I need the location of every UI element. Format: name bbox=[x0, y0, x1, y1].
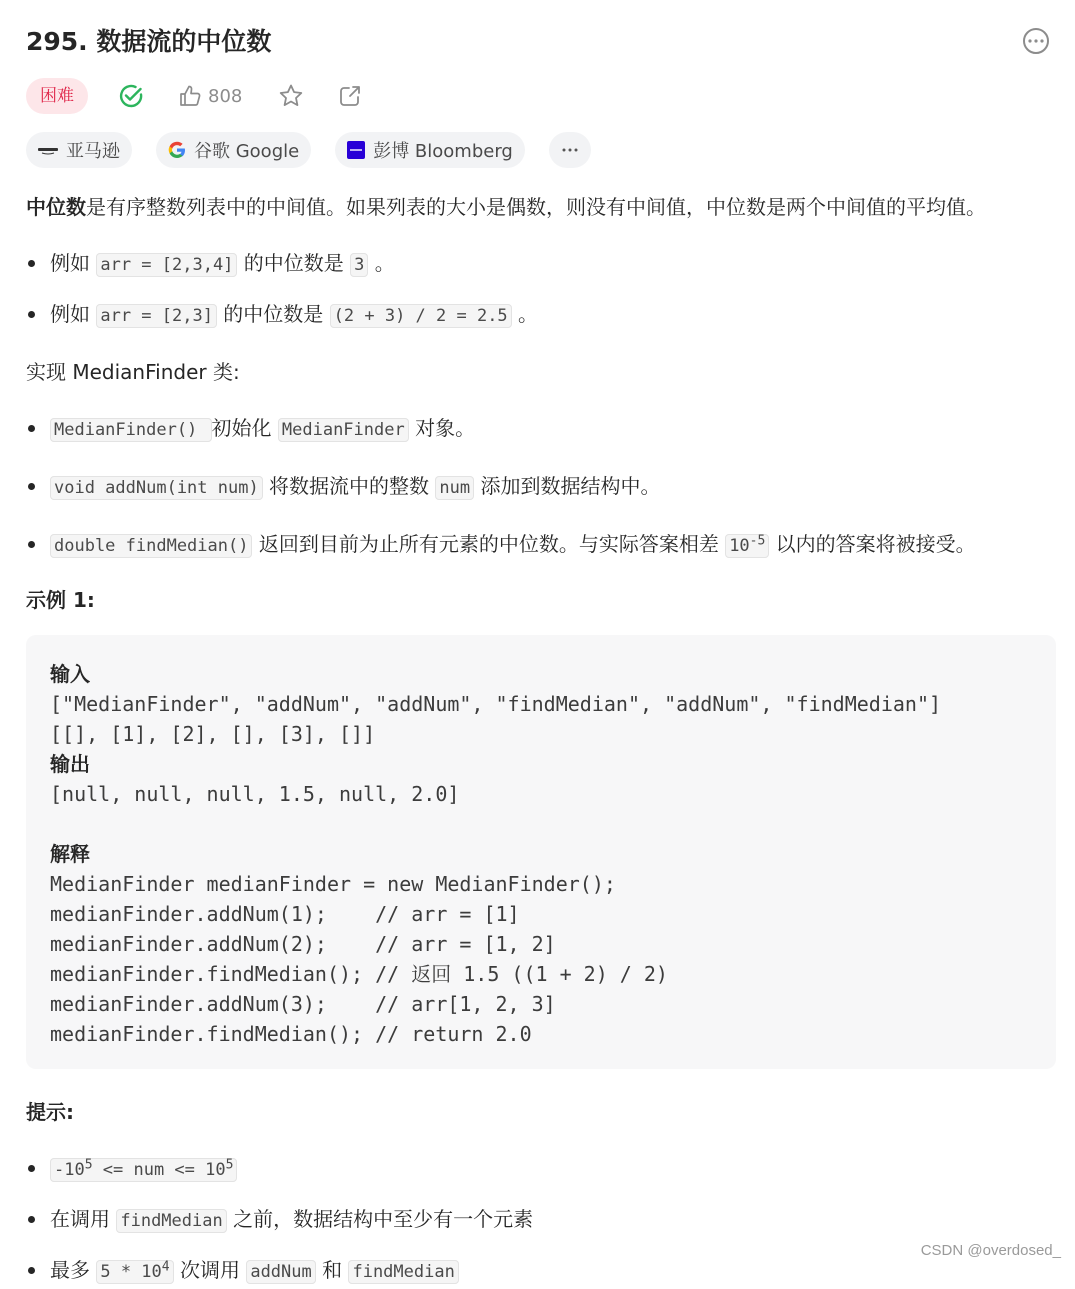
inline-code bbox=[725, 534, 769, 558]
text: 的中位数是 bbox=[216, 302, 330, 326]
example-heading-text: 示例 1: bbox=[26, 588, 95, 612]
input-line-1: ["MedianFinder", "addNum", "addNum", "findMedian", "addNum", "findMedian"] bbox=[50, 692, 942, 716]
like-count: 808 bbox=[208, 85, 243, 107]
company-tag-label: 谷歌 Google bbox=[194, 141, 300, 162]
median-examples-list bbox=[26, 246, 1056, 333]
intro-text: 是有序整数列表中的中间值。如果列表的大小是偶数，则没有中间值，中位数是两个中间值的平均值。 bbox=[86, 195, 986, 219]
ellipsis-icon bbox=[1028, 39, 1044, 43]
text: 最多 bbox=[50, 1258, 97, 1282]
inline-code bbox=[96, 1260, 173, 1284]
company-tag-label: 彭博 Bloomberg bbox=[373, 141, 513, 162]
input-label: 输入 bbox=[50, 662, 90, 686]
more-options-button[interactable] bbox=[1023, 28, 1049, 54]
company-tag-google[interactable] bbox=[156, 132, 311, 168]
like-button[interactable] bbox=[178, 84, 242, 108]
company-tags bbox=[26, 132, 591, 168]
bloomberg-logo-icon bbox=[347, 141, 365, 159]
code-part: -10 bbox=[54, 1160, 85, 1180]
list-item bbox=[26, 297, 1056, 333]
watermark: CSDN @overdosed_ bbox=[920, 1242, 1061, 1259]
inline-code: findMedian bbox=[348, 1260, 458, 1284]
problem-description bbox=[26, 190, 1056, 1289]
text: 添加到数据结构中。 bbox=[474, 474, 661, 498]
text: 返回到目前为止所有元素的中位数。与实际答案相差 bbox=[252, 532, 726, 556]
inline-code: addNum bbox=[246, 1260, 315, 1284]
list-item bbox=[26, 1202, 1056, 1238]
company-tag-bloomberg[interactable] bbox=[335, 132, 525, 168]
problem-header bbox=[26, 22, 1049, 62]
inline-code: findMedian bbox=[116, 1209, 226, 1233]
text: 次调用 bbox=[173, 1258, 247, 1282]
implement-line: 实现 MedianFinder 类: bbox=[26, 360, 240, 384]
text: 的中位数是 bbox=[237, 251, 351, 275]
intro-bold-term: 中位数 bbox=[26, 195, 86, 219]
inline-code: arr = [2,3] bbox=[96, 304, 217, 328]
text: 对象。 bbox=[408, 416, 476, 440]
inline-code: arr = [2,3,4] bbox=[96, 253, 237, 277]
text: 和 bbox=[315, 1258, 349, 1282]
inline-code: void addNum(int num) bbox=[50, 476, 263, 500]
inline-code: double findMedian() bbox=[50, 534, 252, 558]
company-tag-label: 亚马逊 bbox=[66, 141, 120, 162]
text: 例如 bbox=[50, 302, 97, 326]
thumbs-up-icon bbox=[178, 84, 202, 108]
example-block bbox=[26, 635, 1056, 1069]
text: 例如 bbox=[50, 251, 97, 275]
hints-heading-text: 提示: bbox=[26, 1100, 74, 1124]
code-base: 10 bbox=[729, 536, 750, 556]
text: 。 bbox=[368, 251, 395, 275]
favorite-button[interactable] bbox=[278, 83, 304, 109]
difficulty-badge: 困难 bbox=[26, 78, 88, 114]
inline-code: MedianFinder bbox=[278, 418, 409, 442]
text: 初始化 bbox=[211, 416, 278, 440]
code-part: <= num <= 10 bbox=[92, 1160, 226, 1180]
input-line-2: [[], [1], [2], [], [3], []] bbox=[50, 722, 376, 746]
text: 将数据流中的整数 bbox=[262, 474, 436, 498]
text: 以内的答案将被接受。 bbox=[769, 532, 976, 556]
explain-code: MedianFinder medianFinder = new MedianFinder(); medianFinder.addNum(1); // arr = [1] medianFinder.addNum(2); // arr = [1, 2] medianFinder.findMedian(); // 返回 1.5 ((1 + 2) / 2) medianFinder.addNum(3); // arr[1, 2, 3] medianFinder.findMedian(); // return 2.0 bbox=[50, 872, 668, 1046]
hints-list bbox=[26, 1151, 1056, 1289]
list-item bbox=[26, 411, 1056, 447]
share-button[interactable] bbox=[338, 84, 362, 108]
problem-title: 295. 数据流的中位数 bbox=[26, 27, 272, 56]
intro-paragraph bbox=[26, 190, 1056, 224]
inline-code: 3 bbox=[350, 253, 368, 277]
check-circle-icon bbox=[118, 83, 144, 109]
code-part: 5 * 10 bbox=[100, 1262, 162, 1282]
google-logo-icon bbox=[168, 141, 186, 159]
star-icon bbox=[278, 83, 304, 109]
code-exponent: 4 bbox=[161, 1259, 170, 1275]
text: 之前，数据结构中至少有一个元素 bbox=[226, 1207, 534, 1231]
inline-code bbox=[50, 1158, 237, 1182]
output-line: [null, null, null, 1.5, null, 2.0] bbox=[50, 782, 460, 806]
text: 。 bbox=[511, 302, 539, 326]
company-tag-amazon[interactable] bbox=[26, 132, 132, 168]
more-tags-button[interactable] bbox=[549, 132, 591, 168]
list-item bbox=[26, 527, 1056, 563]
inline-code: (2 + 3) / 2 = 2.5 bbox=[330, 304, 512, 328]
problem-meta bbox=[26, 78, 362, 114]
code-exponent: 5 bbox=[84, 1157, 93, 1173]
methods-list bbox=[26, 411, 1056, 563]
code-exponent: -5 bbox=[749, 533, 766, 549]
explain-label: 解释 bbox=[50, 842, 90, 866]
list-item bbox=[26, 469, 1056, 505]
list-item bbox=[26, 246, 1056, 282]
output-label: 输出 bbox=[50, 752, 90, 776]
list-item bbox=[26, 1151, 1056, 1187]
ellipsis-icon bbox=[562, 148, 578, 152]
code-exponent: 5 bbox=[225, 1157, 234, 1173]
inline-code: num bbox=[435, 476, 474, 500]
amazon-logo-icon bbox=[38, 145, 58, 155]
hints-heading bbox=[26, 1095, 1056, 1129]
share-icon bbox=[338, 84, 362, 108]
solved-status bbox=[118, 83, 144, 109]
list-item bbox=[26, 1253, 1056, 1289]
example-heading bbox=[26, 583, 1056, 617]
inline-code: MedianFinder() bbox=[50, 418, 212, 442]
text: 在调用 bbox=[50, 1207, 117, 1231]
